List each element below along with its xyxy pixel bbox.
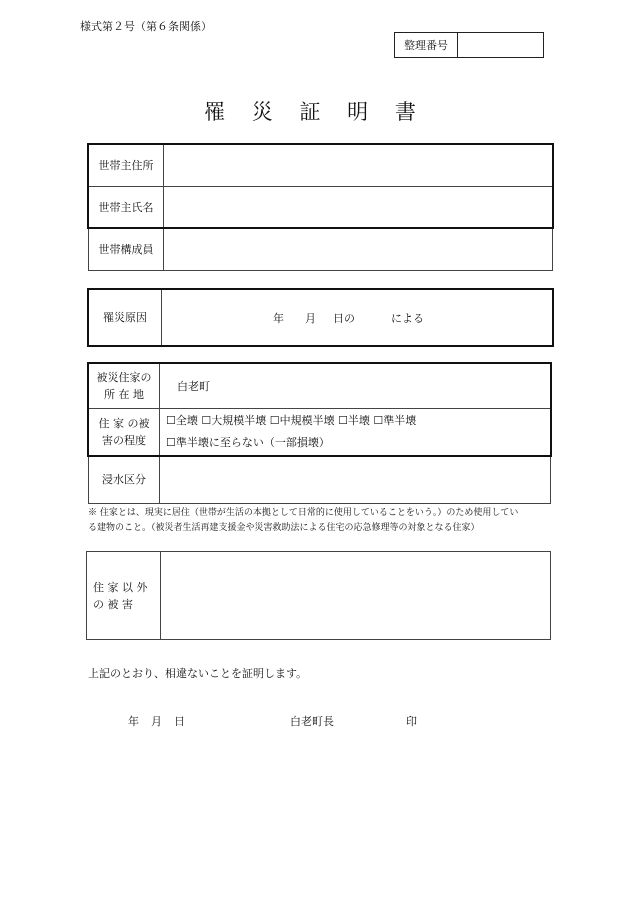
cause-month: 月 [305, 312, 316, 325]
damage-label [89, 409, 160, 456]
cause-label: 罹災原因 [89, 290, 162, 346]
cause-day: 日の [333, 312, 355, 325]
location-field[interactable]: 白老町 [160, 364, 551, 409]
cause-field[interactable] [162, 290, 553, 346]
other-damage-table [86, 551, 551, 640]
footnote-line1: ※ 住家とは、現実に居住（世帯が生活の本拠として日常的に使用していることをいう。）のため使用してい [88, 508, 519, 518]
members-label: 世帯構成員 [89, 229, 164, 271]
damage-label-line1: 住 家 の被 [98, 417, 150, 430]
members-field[interactable] [164, 229, 553, 271]
document-title: 罹 災 証 明 書 [204, 100, 426, 124]
damage-options-line2[interactable]: ☐準半壊に至らない（一部損壊） [166, 436, 330, 449]
location-label-line2: 所 在 地 [104, 388, 144, 401]
cause-by: による [391, 312, 424, 325]
seal-mark: 印 [406, 715, 417, 728]
head-address-label: 世帯主住所 [89, 145, 164, 187]
other-damage-field[interactable] [161, 552, 551, 640]
location-label-line1: 被災住家の [96, 371, 152, 384]
form-reference: 様式第２号（第６条関係） [80, 20, 212, 33]
seiri-number-box [394, 32, 544, 58]
flood-field[interactable] [160, 456, 551, 504]
other-damage-label-line1: 住 家 以 外 [93, 580, 148, 594]
cause-year: 年 [273, 312, 284, 325]
location-label [89, 364, 160, 409]
flood-label: 浸水区分 [89, 456, 160, 504]
sign-day: 日 [174, 715, 185, 728]
damage-options[interactable] [160, 409, 551, 456]
cause-table [88, 289, 553, 346]
damage-options-line1[interactable]: ☐全壊 ☐大規模半壊 ☐中規模半壊 ☐半壊 ☐準半壊 [166, 414, 417, 427]
footnote-line2: る建物のこと。（被災者生活再建支援金や災害救助法による住宅の応急修理等の対象となる住家） [88, 523, 480, 533]
head-address-field[interactable] [164, 145, 553, 187]
certification-statement: 上記のとおり、相違ないことを証明します。 [88, 667, 308, 680]
sign-month: 月 [151, 715, 162, 728]
residence-footnote [88, 506, 558, 536]
residence-table [88, 363, 551, 504]
seiri-number-field[interactable] [458, 33, 543, 57]
other-damage-label-line2: の 被 害 [93, 597, 133, 611]
mayor-title: 白老町長 [290, 715, 334, 728]
head-name-field[interactable] [164, 187, 553, 229]
sign-year: 年 [128, 715, 139, 728]
other-damage-label [87, 552, 161, 640]
seiri-number-label: 整理番号 [395, 33, 458, 57]
head-name-label: 世帯主氏名 [89, 187, 164, 229]
household-table [88, 144, 553, 271]
damage-label-line2: 害の程度 [102, 434, 146, 447]
